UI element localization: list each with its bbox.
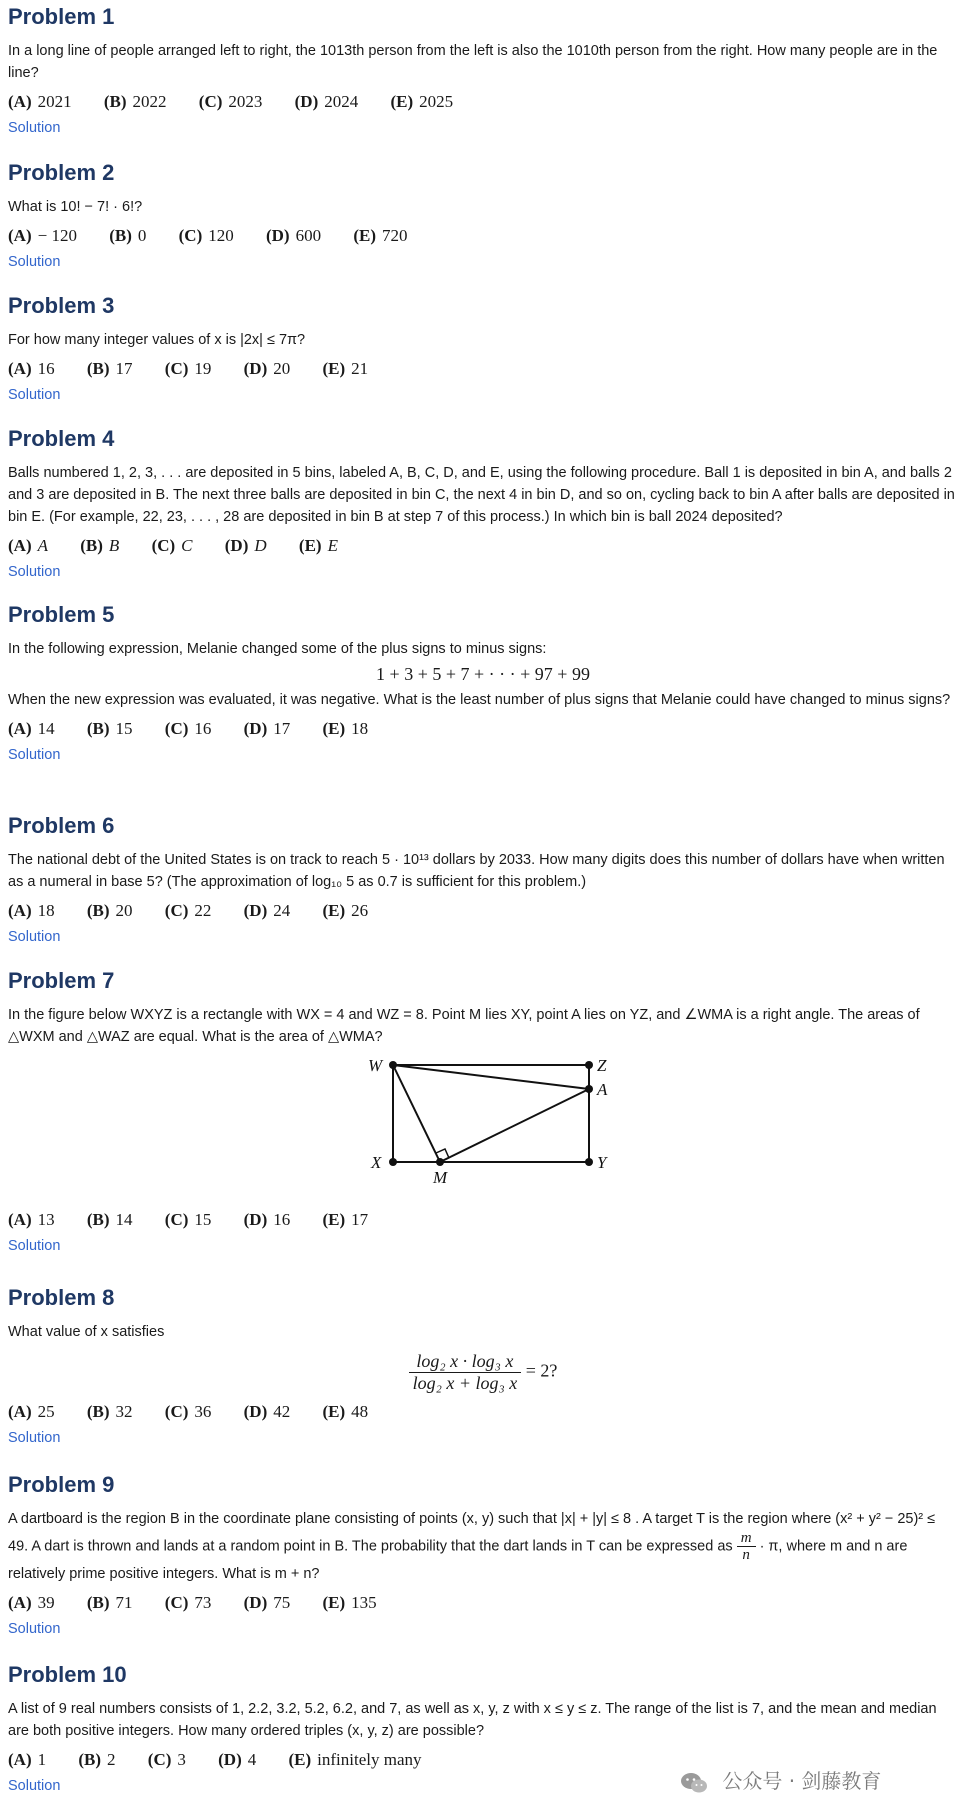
- choice-c: (C) 15: [164, 1210, 212, 1229]
- problem-title: Problem 2: [8, 160, 115, 185]
- problem-7: [8, 968, 958, 1256]
- choice-c: (C) C: [151, 536, 193, 555]
- solution-link[interactable]: Solution: [8, 929, 61, 945]
- choice-c: (C) 19: [164, 359, 212, 378]
- problem-stem: The national debt of the United States is on track to reach 5 · 10¹³ dollars by 2033. How many digits does this number of dollars have when written as a numeral in base 5? (The approximation of log₁₀ 5 as 0.7 is sufficient for this problem.): [8, 852, 945, 890]
- problem-5: [8, 602, 958, 765]
- problem-title: Problem 10: [8, 1662, 127, 1687]
- solution-link[interactable]: Solution: [8, 564, 61, 580]
- point-z: [585, 1061, 593, 1069]
- choice-a: (A) − 120: [8, 226, 77, 245]
- choice-a: (A) 18: [8, 901, 55, 920]
- choice-d: (D) 4: [218, 1750, 257, 1769]
- solution-link[interactable]: Solution: [8, 1238, 61, 1254]
- choice-a: (A) 1: [8, 1750, 47, 1769]
- watermark-text: 公众号 · 剑藤教育: [722, 1769, 882, 1793]
- label-z: Z: [597, 1056, 607, 1075]
- answer-choices: [8, 534, 958, 558]
- solution-link[interactable]: Solution: [8, 1430, 61, 1446]
- label-a: A: [597, 1080, 608, 1099]
- problem-1: [8, 4, 958, 138]
- choice-c: (C) 2023: [198, 92, 263, 111]
- fraction: [409, 1351, 522, 1394]
- solution-link[interactable]: Solution: [8, 1621, 61, 1637]
- choice-b: (B) B: [80, 536, 120, 555]
- solution-link[interactable]: Solution: [8, 387, 61, 403]
- choice-d: (D) 17: [243, 719, 291, 738]
- choice-b: (B) 17: [86, 359, 133, 378]
- problem-title: Problem 6: [8, 813, 115, 838]
- point-w: [389, 1061, 397, 1069]
- choice-d: (D) 20: [243, 359, 291, 378]
- choice-a: (A) 39: [8, 1593, 55, 1612]
- answer-choices: [8, 717, 958, 741]
- fraction-denominator: n: [742, 1547, 750, 1563]
- choice-c: (C) 22: [164, 901, 212, 920]
- problem-stem: In a long line of people arranged left to right, the 1013th person from the left is also the 1010th person from the right. How many people are in the line?: [8, 43, 938, 81]
- choice-d: (D) D: [224, 536, 267, 555]
- problem-2: [8, 160, 958, 272]
- display-expression: 1 + 3 + 5 + 7 + · · · + 97 + 99: [376, 664, 590, 684]
- display-equation: [8, 1351, 958, 1394]
- problem-4: [8, 426, 958, 582]
- probability-fraction: [737, 1530, 756, 1563]
- choice-b: (B) 14: [86, 1210, 133, 1229]
- solution-link[interactable]: Solution: [8, 747, 61, 763]
- problem-title: Problem 1: [8, 4, 115, 29]
- problem-title: Problem 7: [8, 968, 115, 993]
- choice-b: (B) 20: [86, 901, 133, 920]
- problem-stem: A list of 9 real numbers consists of 1, 2.2, 3.2, 5.2, 6.2, and 7, as well as x, y, z with x ≤ y ≤ z. The range of the list is 7, and the mean and median are both positive integers. How many ordered triples (x, y, z) are possible?: [8, 1701, 937, 1739]
- choice-d: (D) 75: [243, 1593, 291, 1612]
- choice-e: (E) E: [298, 536, 338, 555]
- problem-stem: Balls numbered 1, 2, 3, . . . are deposited in 5 bins, labeled A, B, C, D, and E, using the following procedure. Ball 1 is deposited in bin A, and balls 2 and 3 are deposited in B. The next three balls are deposited in bin C, the next 4 in bin D, and so on, cycling back to bin A after balls are deposited in bin E. (For example, 22, 23, . . . , 28 are deposited in bin B at step 7 of this process.) In which bin is ball 2024 deposited?: [8, 465, 955, 525]
- fraction-numerator: log₂ x · log₃ x: [409, 1351, 522, 1373]
- problem-stem: [8, 1508, 958, 1585]
- point-a: [585, 1085, 593, 1093]
- choice-c: (C) 3: [147, 1750, 186, 1769]
- segment-wm: [393, 1065, 440, 1162]
- choice-e: (E) infinitely many: [288, 1750, 422, 1769]
- choice-b: (B) 2: [78, 1750, 116, 1769]
- equation-rhs: = 2?: [525, 1360, 558, 1381]
- choice-d: (D) 600: [265, 226, 322, 245]
- watermark: [680, 1765, 881, 1794]
- answer-choices: [8, 224, 958, 248]
- choice-e: (E) 135: [322, 1593, 377, 1612]
- choice-a: (A) 2021: [8, 92, 72, 111]
- rectangle-wxyz: [393, 1065, 589, 1162]
- segment-ma: [440, 1089, 589, 1162]
- choice-d: (D) 2024: [294, 92, 359, 111]
- choice-e: (E) 21: [322, 359, 369, 378]
- choice-e: (E) 720: [353, 226, 408, 245]
- wechat-icon: [680, 1772, 708, 1794]
- answer-choices: [8, 1208, 958, 1232]
- problem-stem-continued: · π, where m and n are relatively prime positive integers. What is m + n?: [8, 1538, 908, 1582]
- problem-title: Problem 3: [8, 293, 115, 318]
- choice-e: (E) 18: [322, 719, 369, 738]
- problem-title: Problem 4: [8, 426, 115, 451]
- point-y: [585, 1158, 593, 1166]
- choice-e: (E) 17: [322, 1210, 369, 1229]
- label-m: M: [433, 1168, 448, 1187]
- choice-d: (D) 16: [243, 1210, 291, 1229]
- solution-link[interactable]: Solution: [8, 120, 61, 136]
- choice-a: (A) 13: [8, 1210, 55, 1229]
- problem-stem: In the following expression, Melanie changed some of the plus signs to minus signs:: [8, 641, 547, 657]
- choice-b: (B) 15: [86, 719, 133, 738]
- rectangle-figure: [8, 1052, 958, 1202]
- choice-a: (A) 16: [8, 359, 55, 378]
- problem-8: [8, 1285, 958, 1448]
- problem-9: [8, 1472, 958, 1639]
- answer-choices: [8, 1591, 958, 1615]
- point-x: [389, 1158, 397, 1166]
- problem-6: [8, 813, 958, 947]
- choice-a: (A) A: [8, 536, 48, 555]
- choice-d: (D) 42: [243, 1402, 291, 1421]
- problem-stem-text: A dartboard is the region B in the coordinate plane consisting of points (x, y) such that |x| + |y| ≤ 8 . A target T is the region where (x² + y² − 25)² ≤ 49. A dart is thrown and lands at a random point in B. The probability that the dart lands in T can be expressed as: [8, 1511, 936, 1555]
- choice-c: (C) 120: [178, 226, 234, 245]
- label-w: W: [368, 1056, 383, 1075]
- answer-choices: [8, 1400, 958, 1424]
- label-x: X: [371, 1153, 382, 1172]
- choice-b: (B) 71: [86, 1593, 133, 1612]
- choice-c: (C) 36: [164, 1402, 212, 1421]
- fraction-denominator: log₂ x + log₃ x: [412, 1373, 518, 1393]
- point-m: [436, 1158, 444, 1166]
- choice-a: (A) 14: [8, 719, 55, 738]
- problem-stem: What value of x satisfies: [8, 1324, 165, 1340]
- choice-e: (E) 26: [322, 901, 369, 920]
- choice-a: (A) 25: [8, 1402, 55, 1421]
- choice-e: (E) 48: [322, 1402, 369, 1421]
- answer-choices: [8, 90, 958, 114]
- problem-title: Problem 5: [8, 602, 115, 627]
- figure-container: [8, 1052, 958, 1202]
- choice-b: (B) 2022: [103, 92, 167, 111]
- problem-title: Problem 9: [8, 1472, 115, 1497]
- choice-e: (E) 2025: [390, 92, 454, 111]
- segment-wa: [393, 1065, 589, 1089]
- choice-b: (B) 32: [86, 1402, 133, 1421]
- problem-stem-continued: When the new expression was evaluated, it was negative. What is the least number of plus signs that Melanie could have changed to minus signs?: [8, 692, 951, 708]
- solution-link[interactable]: Solution: [8, 254, 61, 270]
- fraction-numerator: m: [737, 1530, 756, 1547]
- problem-stem: For how many integer values of x is |2x| ≤ 7π?: [8, 332, 306, 348]
- label-y: Y: [597, 1153, 607, 1172]
- answer-choices: [8, 357, 958, 381]
- choice-c: (C) 73: [164, 1593, 212, 1612]
- solution-link[interactable]: Solution: [8, 1778, 61, 1794]
- choice-c: (C) 16: [164, 719, 212, 738]
- problem-3: [8, 293, 958, 405]
- answer-choices: [8, 899, 958, 923]
- choice-b: (B) 0: [109, 226, 147, 245]
- choice-d: (D) 24: [243, 901, 291, 920]
- problem-stem: In the figure below WXYZ is a rectangle with WX = 4 and WZ = 8. Point M lies XY, point A lies on YZ, and ∠WMA is a right angle. The areas of △WXM and △WAZ are equal. What is the area of △WMA?: [8, 1007, 920, 1045]
- problem-title: Problem 8: [8, 1285, 115, 1310]
- problem-stem: What is 10! − 7! · 6!?: [8, 199, 143, 215]
